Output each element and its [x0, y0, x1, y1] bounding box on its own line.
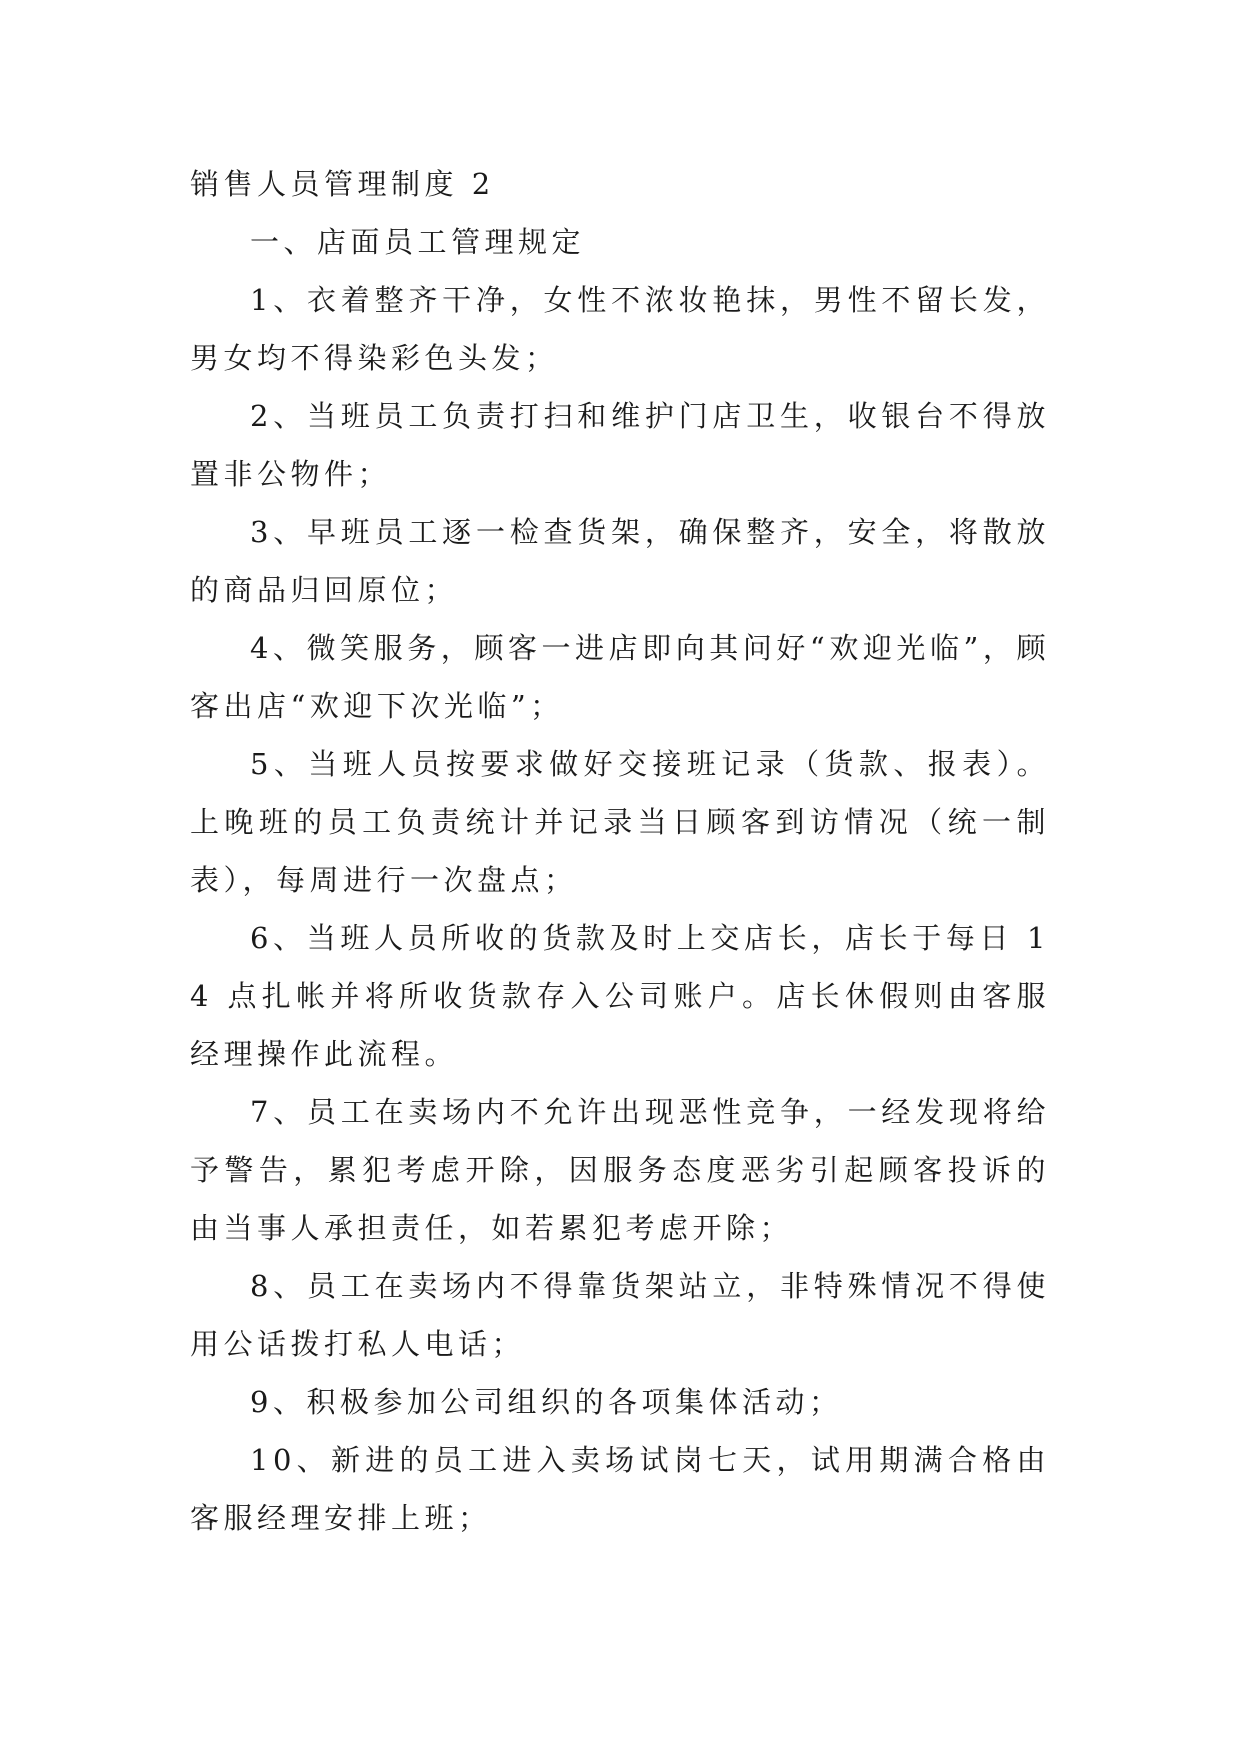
- rule-paragraph-4: 4、微笑服务，顾客一进店即向其问好“欢迎光临”，顾客出店“欢迎下次光临”；: [190, 631, 1050, 723]
- rule-paragraph-6: 6、当班人员所收的货款及时上交店长，店长于每日 14 点扎帐并将所收货款存入公司账户。店长休假则由客服经理操作此流程。: [190, 921, 1050, 1071]
- rule-paragraph-7: 7、员工在卖场内不允许出现恶性竞争，一经发现将给予警告，累犯考虑开除，因服务态度恶劣引起顾客投诉的由当事人承担责任，如若累犯考虑开除；: [190, 1095, 1050, 1245]
- rule-paragraph-9: 9、积极参加公司组织的各项集体活动；: [250, 1385, 843, 1419]
- rule-paragraph-2: 2、当班员工负责打扫和维护门店卫生，收银台不得放置非公物件；: [190, 399, 1050, 491]
- document-body: [190, 155, 1050, 1547]
- rule-paragraph-5: 5、当班人员按要求做好交接班记录（货款、报表）。上晚班的员工负责统计并记录当日顾客到访情况（统一制表），每周进行一次盘点；: [190, 747, 1050, 897]
- rule-paragraph-1: 1、衣着整齐干净，女性不浓妆艳抹，男性不留长发，男女均不得染彩色头发；: [190, 283, 1050, 375]
- rule-paragraph-8: 8、员工在卖场内不得靠货架站立，非特殊情况不得使用公话拨打私人电话；: [190, 1269, 1050, 1361]
- document-title: 销售人员管理制度 2: [190, 167, 495, 201]
- section-heading: 一、店面员工管理规定: [250, 225, 586, 259]
- rule-paragraph-3: 3、早班员工逐一检查货架，确保整齐，安全，将散放的商品归回原位；: [190, 515, 1050, 607]
- rule-paragraph-10: 10、新进的员工进入卖场试岗七天，试用期满合格由客服经理安排上班；: [190, 1443, 1050, 1535]
